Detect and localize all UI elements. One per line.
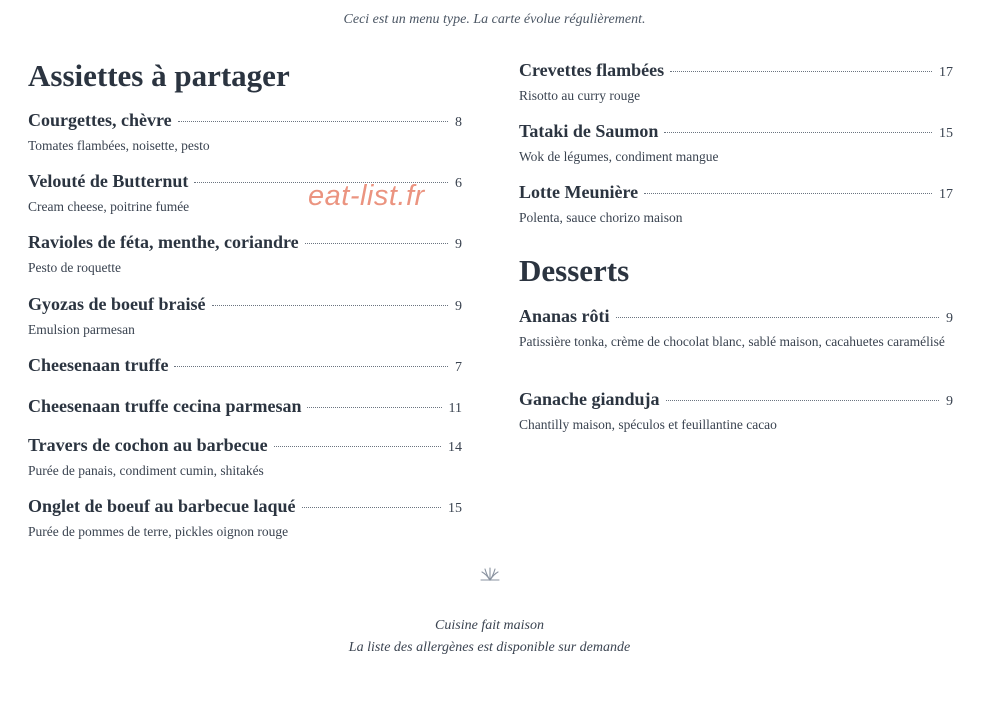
item-description: Polenta, sauce chorizo maison: [519, 210, 683, 225]
watermark-logo: eat-list.fr: [308, 180, 425, 212]
dotted-leader: [666, 400, 939, 401]
section-title-desserts: Desserts: [519, 253, 630, 288]
menu-item: [28, 110, 462, 157]
item-name: Onglet de boeuf au barbecue laqué: [28, 496, 296, 516]
dotted-leader: [670, 71, 932, 72]
item-price: 8: [455, 115, 462, 130]
leaf-ornament-icon: [478, 564, 502, 582]
item-name: Gyozas de boeuf braisé: [28, 294, 206, 314]
menu-notice: Ceci est un menu type. La carte évolue régulièrement.: [343, 12, 646, 27]
item-name: Ananas rôti: [519, 306, 610, 326]
item-description: Purée de pommes de terre, pickles oignon rouge: [28, 524, 289, 539]
item-name: Tataki de Saumon: [519, 121, 659, 141]
dotted-leader: [305, 243, 448, 244]
item-name: Cheesenaan truffe cecina parmesan: [28, 396, 302, 416]
item-description: Chantilly maison, spéculos et feuillantine cacao: [519, 417, 777, 432]
item-price: 7: [455, 360, 462, 375]
item-name: Lotte Meunière: [519, 182, 639, 202]
item-price: 15: [939, 126, 953, 141]
item-price: 9: [946, 311, 953, 326]
dotted-leader: [616, 317, 939, 318]
item-price: 15: [448, 501, 462, 516]
menu-item: [28, 355, 462, 376]
menu-item: [519, 182, 953, 229]
item-description: Risotto au curry rouge: [519, 88, 641, 103]
item-name: Ganache gianduja: [519, 389, 660, 409]
item-description: Pesto de roquette: [28, 260, 121, 275]
item-name: Courgettes, chèvre: [28, 110, 172, 130]
item-price: 6: [455, 176, 462, 191]
dotted-leader: [307, 407, 441, 408]
dotted-leader: [664, 132, 932, 133]
menu-item: [28, 232, 462, 279]
item-price: 17: [939, 65, 953, 80]
footer-allergens: La liste des allergènes est disponible sur demande: [348, 640, 631, 655]
item-description: Purée de panais, condiment cumin, shitakés: [28, 463, 264, 478]
section-title-assiettes: Assiettes à partager: [28, 58, 290, 93]
footer-homemade: Cuisine fait maison: [435, 618, 544, 633]
menu-item: [519, 121, 953, 168]
dotted-leader: [174, 366, 448, 367]
item-price: 9: [946, 394, 953, 409]
item-name: Cheesenaan truffe: [28, 355, 169, 375]
item-name: Ravioles de féta, menthe, coriandre: [28, 232, 299, 252]
menu-item: [519, 389, 953, 436]
item-description: Tomates flambées, noisette, pesto: [28, 138, 210, 153]
item-description: Cream cheese, poitrine fumée: [28, 199, 190, 214]
item-description: Wok de légumes, condiment mangue: [519, 149, 719, 164]
item-price: 9: [455, 237, 462, 252]
menu-item: [28, 435, 462, 482]
dotted-leader: [178, 121, 448, 122]
item-name: Crevettes flambées: [519, 60, 665, 80]
item-description: Patissière tonka, crème de chocolat blanc, sablé maison, cacahuetes caramélisé: [519, 334, 945, 349]
item-price: 9: [455, 299, 462, 314]
item-price: 11: [448, 401, 462, 416]
menu-item: [519, 60, 953, 107]
dotted-leader: [212, 305, 449, 306]
item-name: Travers de cochon au barbecue: [28, 435, 268, 455]
dotted-leader: [644, 193, 932, 194]
menu-item: [519, 306, 953, 353]
item-price: 17: [939, 187, 953, 202]
item-price: 14: [448, 440, 462, 455]
menu-item: [28, 496, 462, 543]
item-description: Emulsion parmesan: [28, 322, 135, 337]
dotted-leader: [274, 446, 441, 447]
item-name: Velouté de Butternut: [28, 171, 189, 191]
dotted-leader: [302, 507, 441, 508]
menu-item: [28, 396, 462, 417]
menu-item: [28, 294, 462, 341]
